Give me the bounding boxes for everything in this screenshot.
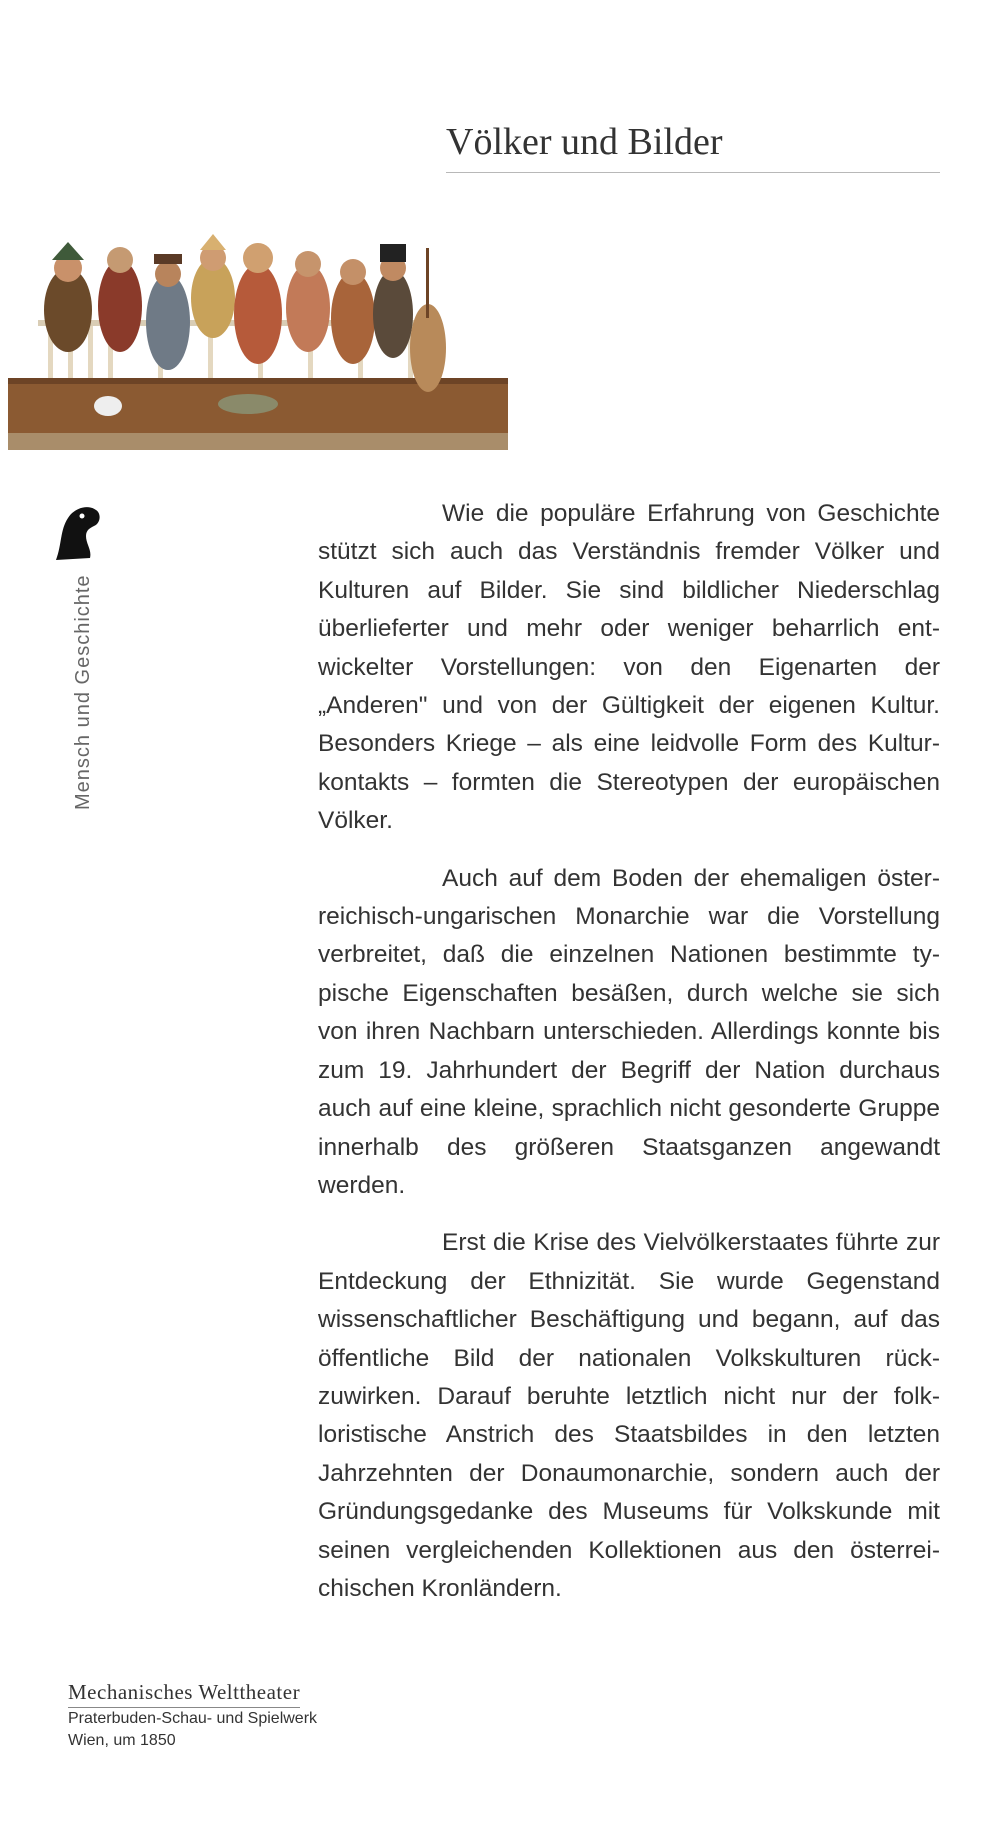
caption-line: Wien, um 1850 <box>68 1732 176 1749</box>
mechanical-theatre-photo <box>8 228 508 453</box>
paragraph: Erst die Krise des Vielvölkerstaates führte zur Entdeckung der Ethnizität. Sie wurde Gegenstand wissenschaftlicher Beschäftigung und begann, auf das öffentliche Bild der nationalen Volkskulturen rückzuwirken. Darauf beruhte letztlich nicht nur der folkloristische Anstrich des Staatsbildes in den letzten Jahrzehnten der Donaumonarchie, sondern auch der Gründungsgedanke des Museums für Volkskunde mit seinen vergleichenden Kollektionen aus den österreichischen Kronländern. <box>318 1229 940 1602</box>
article-body <box>318 495 940 1627</box>
horse-head-icon <box>48 500 104 562</box>
page-title: Völker und Bilder <box>446 120 940 173</box>
caption-line: Praterbuden-Schau- und Spielwerk <box>68 1710 318 1727</box>
paragraph: Wie die populäre Erfahrung von Geschichte stützt sich auch das Verständnis fremder Völker und Kulturen auf Bilder. Sie sind bildlicher Niederschlag überlieferter und mehr oder weniger beharrlich entwickelter Vorstellungen: von den Eigenarten der „Anderen" und von der Gültigkeit der eigenen Kultur. Besonders Kriege – als eine leidvolle Form des Kulturkontakts – formten die Stereotypen der europäischen Völker. <box>318 500 940 835</box>
caption-title: Mechanisches Welttheater <box>68 1680 300 1708</box>
section-label: Mensch und Geschichte <box>72 574 94 810</box>
image-caption <box>68 1680 317 1752</box>
paragraph: Auch auf dem Boden der ehemaligen österreichisch-ungarischen Monarchie war die Vorstellung verbreitet, daß die einzelnen Nationen bestimmte typische Eigenschaften besäßen, durch welche sie sich von ihren Nachbarn unterschieden. Allerdings konnte bis zum 19. Jahrhundert der Begriff der Nation durchaus auch auf eine kleine, sprachlich nicht gesonderte Gruppe innerhalb des größeren Staatsganzen angewandt werden. <box>318 864 940 1199</box>
